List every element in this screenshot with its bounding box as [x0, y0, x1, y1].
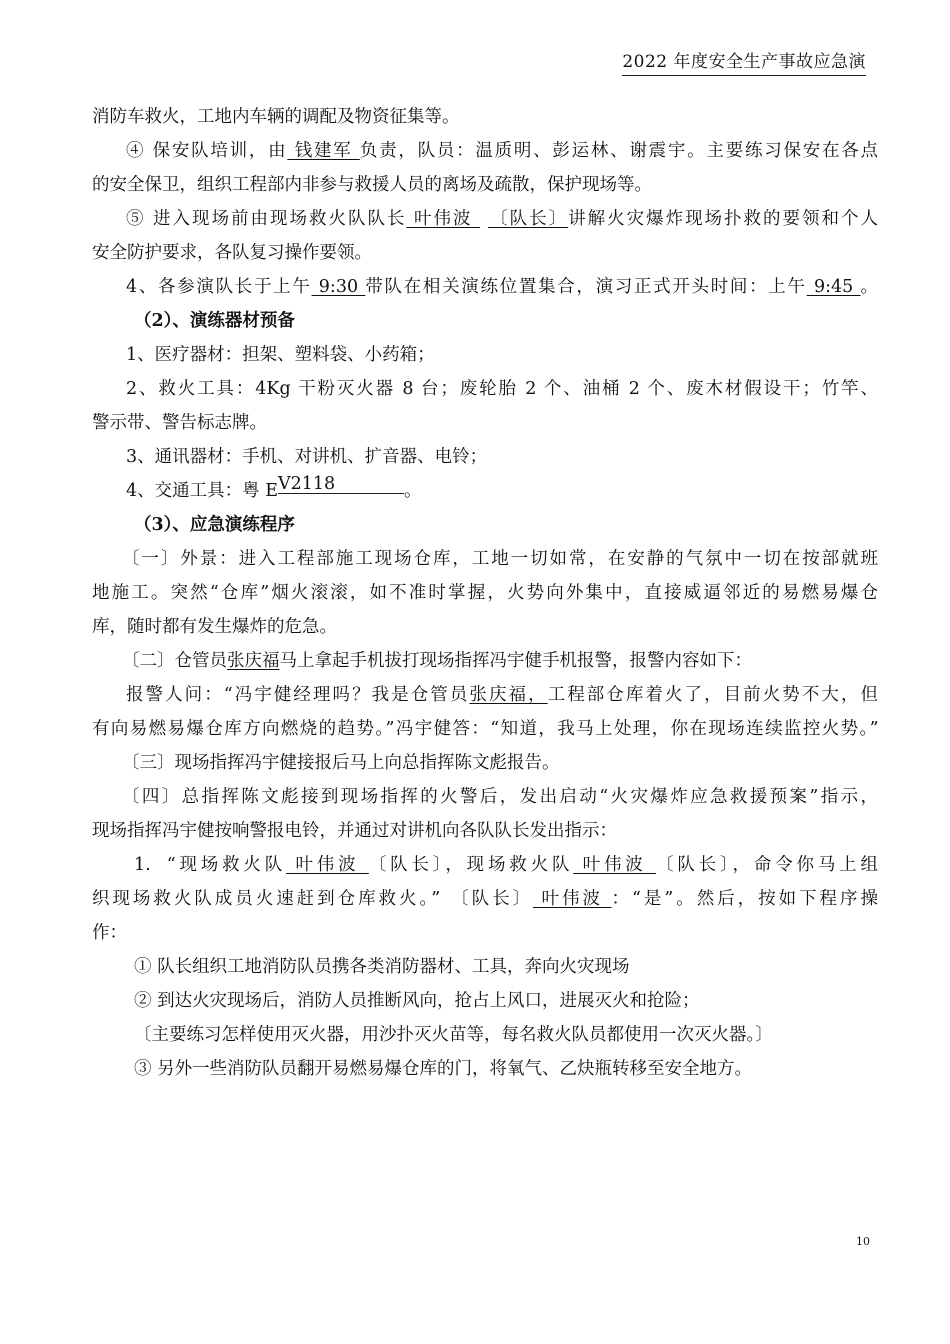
- text-span: 现场指挥冯宇健按响警报电铃，并通过对讲机向各队队长发出指示：: [92, 821, 617, 841]
- text-span: 安全防护要求，各队复习操作要领。: [92, 243, 372, 263]
- paragraph-line: [92, 168, 878, 202]
- paragraph-line: [92, 848, 878, 882]
- text-span: 有向易燃易爆仓库方向燃烧的趋势。”冯宇健答：“知道，我马上处理，你在现场连续监控火势。”: [92, 719, 878, 739]
- text-span: 3、通讯器材：手机、对讲机、扩音器、电铃；: [126, 447, 488, 467]
- paragraph-line: [92, 542, 878, 576]
- paragraph-line: [92, 746, 878, 780]
- paragraph-line: [92, 780, 878, 814]
- time-value: 9:45: [806, 277, 861, 297]
- text-span: 讲解火灾爆炸现场扑救的要领和个人: [568, 209, 879, 229]
- person-name: 叶伟波: [286, 855, 369, 875]
- text-span: 1、医疗器材：担架、塑料袋、小药箱；: [126, 345, 435, 365]
- text-span: 工程部仓库着火了，目前火势不大，但: [547, 685, 879, 705]
- text-span: ② 到达火灾现场后，消防人员推断风向，抢占上风口，进展灭火和抢险；: [134, 991, 700, 1011]
- text-span: “现场救火队: [166, 855, 287, 875]
- role-label: 〔队长〕: [488, 209, 569, 229]
- page-header-title: 2022 年度安全生产事故应急演: [622, 51, 866, 76]
- text-span: ：“是”。然后，按如下程序操: [611, 889, 878, 909]
- text-span: 。: [860, 277, 878, 297]
- text-span: 〔四〕总指挥陈文彪接到现场指挥的火警后，发出启动“火灾爆炸应急救援预案”指示，: [122, 787, 878, 807]
- document-body: [92, 100, 878, 1086]
- text-span: ③ 另外一些消防队员翻开易燃易爆仓库的门，将氧气、乙炔瓶转移至安全地方。: [134, 1059, 753, 1079]
- paragraph-line: [92, 882, 878, 916]
- text-span: 马上拿起手机拔打现场指挥冯宇健手机报警，报警内容如下：: [279, 651, 752, 671]
- text-span: 警示带、警告标志牌。: [92, 413, 267, 433]
- text-span: 报警人问：“冯宇健经理吗？我是仓管员: [126, 685, 470, 705]
- person-name: 叶伟波: [406, 209, 481, 229]
- paragraph-line: [92, 406, 878, 440]
- plate-number: V2118: [277, 474, 336, 494]
- list-item: [92, 950, 878, 984]
- paragraph-line: [92, 712, 878, 746]
- paragraph-line: [92, 474, 878, 508]
- paragraph-line: [92, 644, 878, 678]
- paragraph-line: [92, 372, 878, 406]
- text-span: ④ 保安队培训，由: [126, 141, 288, 161]
- text-span: 2、救火工具：4Kg 干粉灭火器 8 台；废轮胎 2 个、油桶 2 个、废木材假设干；竹竿、: [126, 379, 878, 399]
- person-name: 张庆福: [227, 651, 280, 671]
- text-span: 库，随时都有发生爆炸的危急。: [92, 617, 337, 637]
- person-name: 钱建军: [287, 141, 360, 161]
- text-span: 带队在相关演练位置集合，演习正式开头时间：上午: [365, 277, 807, 297]
- text-span: 〔队长〕，现场救火队: [368, 855, 574, 875]
- text-span: 消防车救火，工地内车辆的调配及物资征集等。: [92, 107, 460, 127]
- list-item: [92, 984, 878, 1018]
- paragraph-line: [92, 814, 878, 848]
- text-span: 作：: [92, 923, 127, 943]
- text-span: ① 队长组织工地消防队员携各类消防器材、工具，奔向火灾现场: [134, 957, 630, 977]
- text-span: 4、交通工具：粤 E: [126, 481, 278, 501]
- section-heading: [92, 304, 878, 338]
- text-span: （3）、应急演练程序: [134, 515, 295, 535]
- paragraph-line: [92, 270, 878, 304]
- text-span: 地施工。突然“仓库”烟火滚滚，如不准时掌握，火势向外集中，直接威逼邻近的易燃易爆仓: [92, 583, 878, 603]
- time-value: 9:30: [311, 277, 366, 297]
- text-span: 织现场救火队成员火速赶到仓库救火。”: [92, 889, 441, 909]
- text-span: 。: [403, 481, 422, 501]
- paragraph-line: [92, 100, 878, 134]
- paragraph-line: [92, 576, 878, 610]
- person-name: 张庆福，: [469, 685, 548, 705]
- text-span: 4、各参演队长于上午: [126, 277, 312, 297]
- note-line: [92, 1018, 878, 1052]
- paragraph-line: [92, 236, 878, 270]
- paragraph-line: [92, 610, 878, 644]
- paragraph-line: [92, 678, 878, 712]
- section-heading: [92, 508, 878, 542]
- paragraph-line: [92, 134, 878, 168]
- plate-number-blank: [278, 475, 404, 494]
- paragraph-line: [92, 440, 878, 474]
- list-number: 1.: [134, 855, 151, 875]
- text-span: 〔队长〕，命令你马上组: [656, 855, 878, 875]
- text-span: 负责，队员：温质明、彭运林、谢震宇。主要练习保安在各点: [359, 141, 879, 161]
- person-name: 叶伟波: [573, 855, 657, 875]
- person-name: 叶伟波: [533, 889, 612, 909]
- text-span: （2）、演练器材预备: [134, 311, 295, 331]
- paragraph-line: [92, 338, 878, 372]
- text-span: 的安全保卫，组织工程部内非参与救援人员的离场及疏散，保护现场等。: [92, 175, 652, 195]
- paragraph-line: [92, 916, 878, 950]
- text-span: 〔二〕仓管员: [122, 651, 227, 671]
- role-label: 〔队长〕: [448, 889, 534, 909]
- paragraph-line: [92, 202, 878, 236]
- list-item: [92, 1052, 878, 1086]
- text-span: 〔三〕现场指挥冯宇健接报后马上向总指挥陈文彪报告。: [122, 753, 560, 773]
- text-span: 〔一〕外景：进入工程部施工现场仓库，工地一切如常，在安静的气氛中一切在按部就班: [122, 549, 878, 569]
- text-span: ⑤ 进入现场前由现场救火队队长: [126, 209, 407, 229]
- text-span: 〔主要练习怎样使用灭火器，用沙扑灭火苗等，每名救火队员都使用一次灭火器。〕: [134, 1025, 773, 1045]
- page-number: 10: [856, 1235, 870, 1248]
